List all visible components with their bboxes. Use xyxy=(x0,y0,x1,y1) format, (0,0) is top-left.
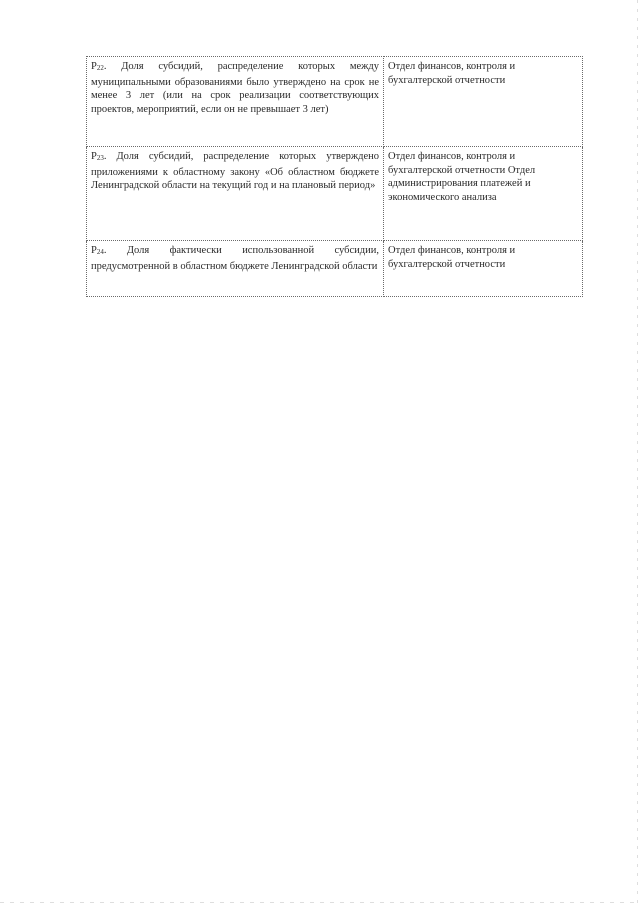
table-row xyxy=(87,147,583,241)
indicator-cell xyxy=(87,57,384,147)
indicator-number: 24 xyxy=(96,248,104,256)
indicator-letter: P xyxy=(91,245,97,256)
indicator-number: 22 xyxy=(96,64,104,72)
department-cell xyxy=(384,57,583,147)
scan-edge-artifact xyxy=(637,0,638,905)
department-text: Отдел финансов, контроля и бухгалтерской отчетности xyxy=(388,61,516,86)
indicator-letter: P xyxy=(91,61,97,72)
indicators-table xyxy=(86,56,583,297)
table-row xyxy=(87,57,583,147)
indicator-letter: P xyxy=(91,151,97,162)
indicator-number: 23 xyxy=(96,154,104,162)
scan-bottom-artifact xyxy=(0,902,640,903)
indicator-cell xyxy=(87,241,384,297)
department-text: Отдел финансов, контроля и бухгалтерской отчетности Отдел администрирования платежей и экономического анализа xyxy=(388,151,536,203)
department-cell xyxy=(384,241,583,297)
indicator-cell xyxy=(87,147,384,241)
indicator-text: . Доля субсидий, распределение которых утверждено приложениями к областному закону «Об областном бюджете Ленинградской области на текущий год и на плановый период» xyxy=(91,151,379,191)
indicator-text: . Доля субсидий, распределение которых между муниципальными образованиями было утверждено на срок не менее 3 лет (или на срок реализации соответствующих проектов, мероприятий, если он не превышает 3 лет) xyxy=(91,61,379,115)
indicator-text: . Доля фактически использованной субсидии, предусмотренной в областном бюджете Ленинградской области xyxy=(91,245,379,272)
department-text: Отдел финансов, контроля и бухгалтерской отчетности xyxy=(388,245,516,270)
table-row xyxy=(87,241,583,297)
department-cell xyxy=(384,147,583,241)
